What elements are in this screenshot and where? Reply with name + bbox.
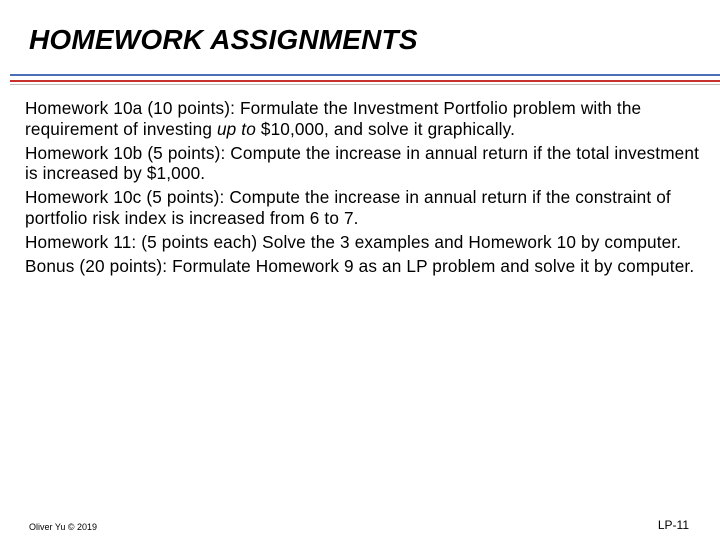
assignment-item-10c: Homework 10c (5 points): Compute the increase in annual return if the constraint of portfolio risk index is increased from 6 to 7. — [25, 187, 671, 228]
assignment-10a-emphasis: up to — [216, 118, 256, 139]
assignment-item-10a — [25, 98, 715, 140]
title-rule-red — [10, 80, 720, 82]
assignment-item-11: Homework 11: (5 points each) Solve the 3 examples and Homework 10 by computer. — [25, 231, 682, 252]
assignment-10a-text: Homework 10a (10 points): Formulate the Investment Portfolio problem with the requirement of investing — [25, 98, 642, 139]
assignment-list — [25, 98, 715, 279]
assignment-10a-text-end: $10,000, and solve it graphically. — [255, 118, 516, 139]
title-rule-gray — [10, 84, 720, 85]
assignment-item-bonus: Bonus (20 points): Formulate Homework 9 as an LP problem and solve it by computer. — [25, 255, 695, 276]
assignment-item-10b: Homework 10b (5 points): Compute the increase in annual return if the total investment is increased by $1,000. — [25, 142, 700, 184]
slide-title: HOMEWORK ASSIGNMENTS — [29, 24, 418, 55]
title-rule-blue — [10, 74, 720, 76]
footer-page-number: LP-11 — [657, 518, 689, 532]
footer-author: Oliver Yu © 2019 — [29, 522, 98, 532]
